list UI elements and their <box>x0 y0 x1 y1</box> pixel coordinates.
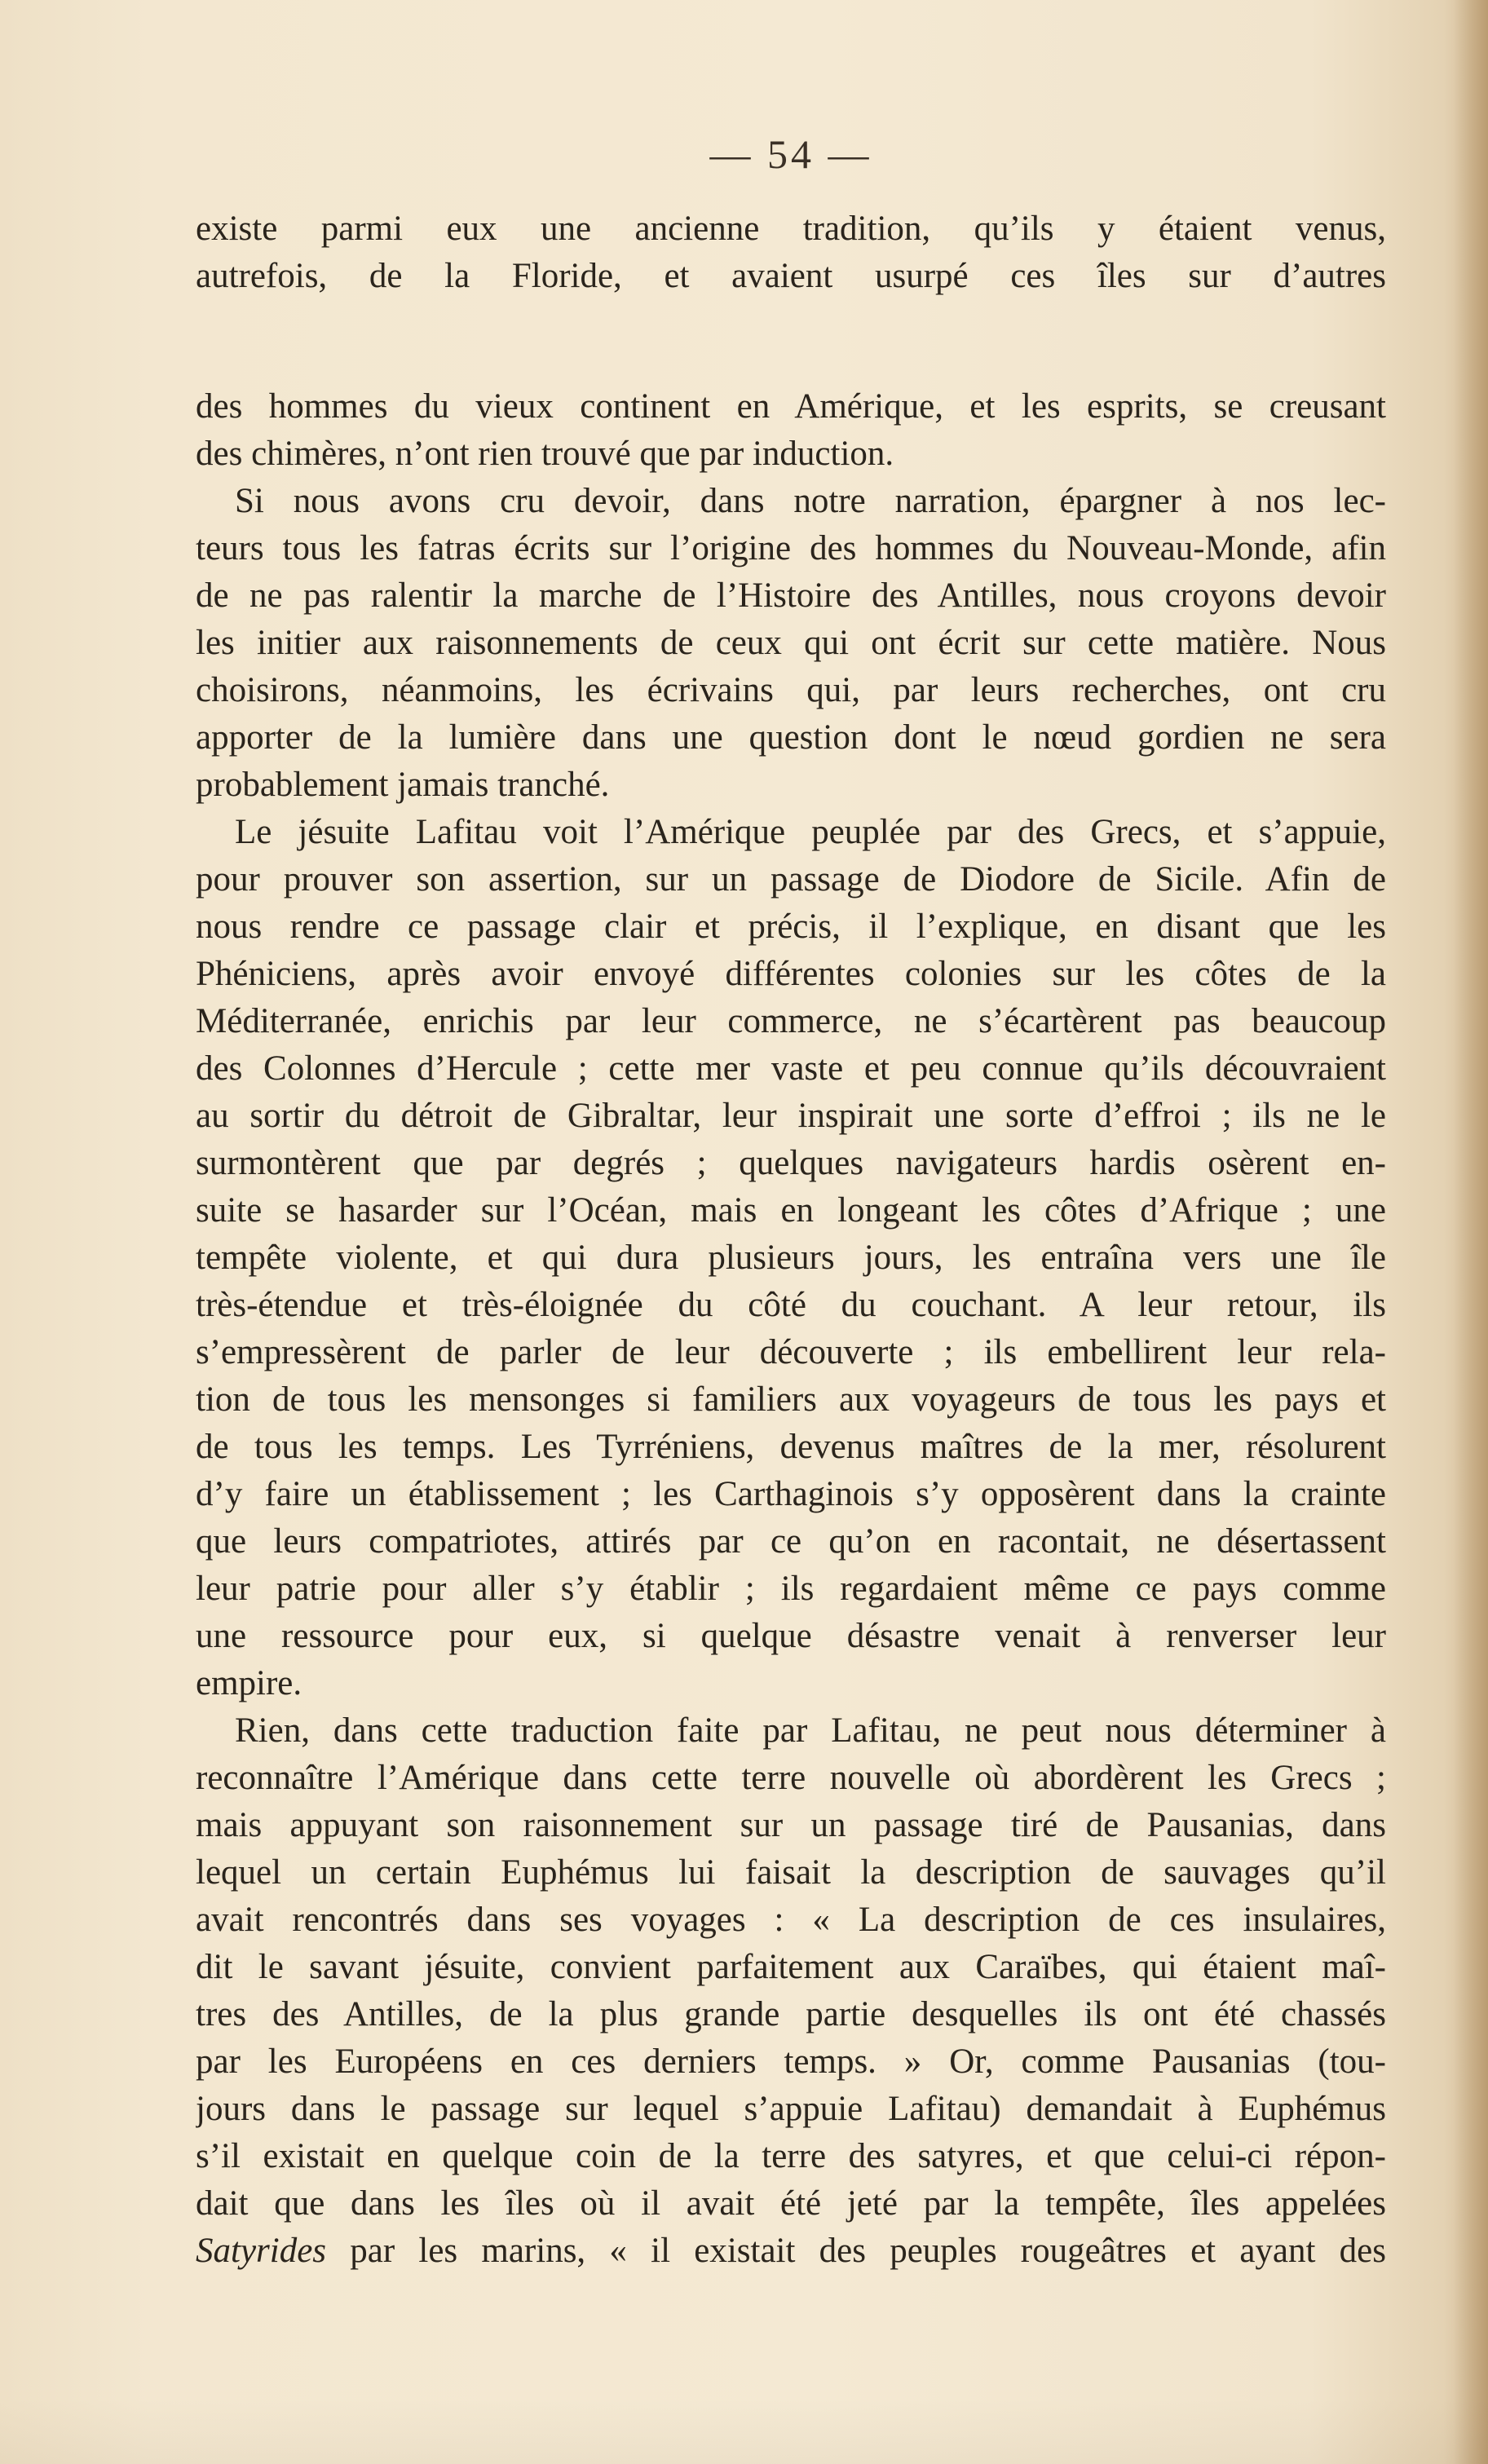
body-line: dait que dans les îles où il avait été jeté par la tempête, îles appelées <box>196 2184 1386 2223</box>
body-line: lequel un certain Euphémus lui faisait la description de sauvages qu’il <box>196 1853 1386 1892</box>
fragment-line-2: autrefois, de la Floride, et avaient usurpé ces îles sur d’autres <box>196 257 1386 295</box>
body-line: les initier aux raisonnements de ceux qui ont écrit sur cette matière. Nous <box>196 624 1386 662</box>
body-line: choisirons, néanmoins, les écrivains qui, par leurs recherches, ont cru <box>196 671 1386 709</box>
body-text <box>196 383 1386 2275</box>
body-line: Satyrides par les marins, « il existait des peuples rougeâtres et ayant des <box>196 2232 1386 2270</box>
body-line: par les Européens en ces derniers temps. » Or, comme Pausanias (tou- <box>196 2042 1386 2081</box>
page-edge-shadow <box>1454 0 1488 2464</box>
body-line: Méditerranée, enrichis par leur commerce, ne s’écartèrent pas beaucoup <box>196 1002 1386 1040</box>
body-line: tempête violente, et qui dura plusieurs jours, les entraîna vers une île <box>196 1239 1386 1277</box>
text-block <box>196 130 1386 2275</box>
body-line: jours dans le passage sur lequel s’appuie Lafitau) demandait à Euphémus <box>196 2090 1386 2128</box>
italic-word: Satyrides <box>196 2232 327 2270</box>
body-line: apporter de la lumière dans une question dont le nœud gordien ne sera <box>196 718 1386 757</box>
body-line: probablement jamais tranché. <box>196 766 610 804</box>
body-line: avait rencontrés dans ses voyages : « La description de ces insulaires, <box>196 1901 1386 1939</box>
body-line: des Colonnes d’Hercule ; cette mer vaste et peu connue qu’ils découvraient <box>196 1049 1386 1088</box>
body-line: pour prouver son assertion, sur un passage de Diodore de Sicile. Afin de <box>196 860 1386 899</box>
body-line: de ne pas ralentir la marche de l’Histoire des Antilles, nous croyons devoir <box>196 576 1386 615</box>
body-line: tion de tous les mensonges si familiers aux voyageurs de tous les pays et <box>196 1380 1386 1419</box>
body-line: Si nous avons cru devoir, dans notre narration, épargner à nos lec- <box>235 482 1386 520</box>
page-bottom-shade <box>0 2399 1488 2464</box>
body-line: suite se hasarder sur l’Océan, mais en longeant les côtes d’Afrique ; une <box>196 1191 1386 1230</box>
body-line: empire. <box>196 1664 302 1702</box>
body-line: s’il existait en quelque coin de la terre des satyres, et que celui-ci répon- <box>196 2137 1386 2175</box>
body-line: des hommes du vieux continent en Amérique, et les esprits, se creusant <box>196 387 1386 426</box>
body-line: d’y faire un établissement ; les Carthaginois s’y opposèrent dans la crainte <box>196 1475 1386 1513</box>
body-line: au sortir du détroit de Gibraltar, leur inspirait une sorte d’effroi ; ils ne le <box>196 1097 1386 1135</box>
body-line: Le jésuite Lafitau voit l’Amérique peuplée par des Grecs, et s’appuie, <box>235 813 1386 851</box>
body-line: des chimères, n’ont rien trouvé que par induction. <box>196 435 894 473</box>
body-line: s’empressèrent de parler de leur découverte ; ils embellirent leur rela- <box>196 1333 1386 1371</box>
body-line: très-étendue et très-éloignée du côté du couchant. A leur retour, ils <box>196 1286 1386 1324</box>
body-line: surmontèrent que par degrés ; quelques navigateurs hardis osèrent en- <box>196 1144 1386 1182</box>
body-line: dit le savant jésuite, convient parfaitement aux Caraïbes, qui étaient maî- <box>196 1948 1386 1986</box>
body-line: nous rendre ce passage clair et précis, il l’explique, en disant que les <box>196 907 1386 946</box>
body-line: une ressource pour eux, si quelque désastre venait à renverser leur <box>196 1617 1386 1655</box>
body-line: teurs tous les fatras écrits sur l’origine des hommes du Nouveau-Monde, afin <box>196 529 1386 567</box>
body-line: leur patrie pour aller s’y établir ; ils regardaient même ce pays comme <box>196 1570 1386 1608</box>
body-line: que leurs compatriotes, attirés par ce qu’on en racontait, ne désertassent <box>196 1522 1386 1561</box>
fragment-line-1: existe parmi eux une ancienne tradition, qu’ils y étaient venus, <box>196 210 1386 248</box>
page-number: — 54 — <box>709 131 872 177</box>
body-line: Phéniciens, après avoir envoyé différentes colonies sur les côtes de la <box>196 955 1386 993</box>
body-line: mais appuyant son raisonnement sur un passage tiré de Pausanias, dans <box>196 1806 1386 1844</box>
body-line: tres des Antilles, de la plus grande partie desquelles ils ont été chassés <box>196 1995 1386 2033</box>
body-line: reconnaître l’Amérique dans cette terre nouvelle où abordèrent les Grecs ; <box>196 1759 1386 1797</box>
body-line: Rien, dans cette traduction faite par Lafitau, ne peut nous déterminer à <box>235 1711 1386 1750</box>
top-fragment <box>196 205 1386 300</box>
body-line: de tous les temps. Les Tyrréniens, devenus maîtres de la mer, résolurent <box>196 1428 1386 1466</box>
